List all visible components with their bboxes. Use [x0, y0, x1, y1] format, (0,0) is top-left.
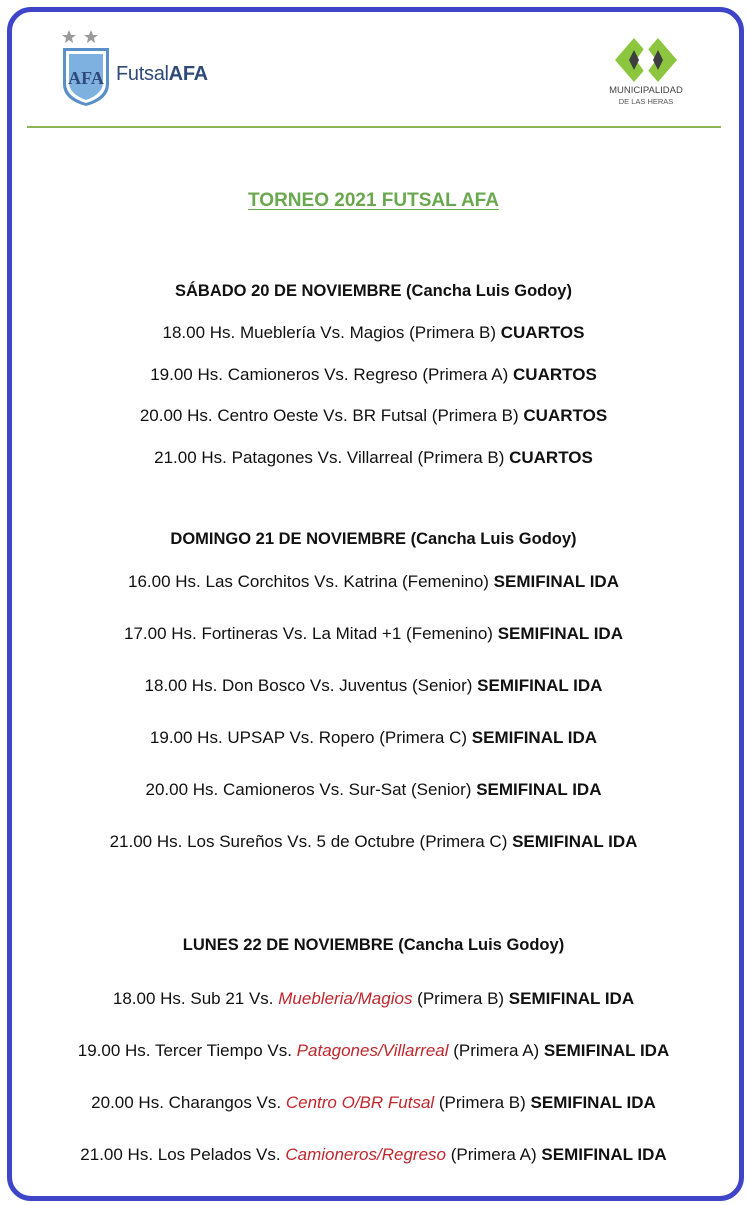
match-info: 21.00 Hs. Patagones Vs. Villarreal (Primera B)	[154, 448, 510, 467]
match-info: 19.00 Hs. Tercer Tiempo Vs.	[77, 1041, 297, 1060]
match-info: 18.00 Hs. Mueblería Vs. Magios (Primera B)	[162, 323, 501, 342]
match-stage: SEMIFINAL IDA	[530, 1093, 656, 1112]
match-row	[0, 448, 747, 468]
match-info: 20.00 Hs. Charangos Vs.	[91, 1093, 286, 1112]
match-category: (Primera A)	[445, 1145, 542, 1164]
match-row	[0, 624, 747, 644]
match-info: 20.00 Hs. Centro Oeste Vs. BR Futsal (Primera B)	[139, 406, 524, 425]
match-stage: SEMIFINAL IDA	[476, 780, 602, 799]
match-info: 21.00 Hs. Los Sureños Vs. 5 de Octubre (Primera C)	[109, 832, 513, 851]
wordmark-prefix: Futsal	[116, 63, 169, 85]
match-stage: SEMIFINAL IDA	[493, 572, 619, 591]
futsal-afa-wordmark	[116, 63, 208, 86]
match-row	[0, 323, 747, 343]
day-header-sunday: DOMINGO 21 DE NOVIEMBRE (Cancha Luis Godoy)	[170, 530, 577, 548]
match-row	[0, 572, 747, 592]
match-stage: CUARTOS	[523, 406, 608, 425]
wordmark-suffix: AFA	[168, 63, 208, 85]
match-row	[0, 1093, 747, 1113]
match-row	[0, 1145, 747, 1165]
municipalidad-subtitle: DE LAS HERAS	[618, 97, 674, 106]
match-row	[0, 1041, 747, 1061]
match-stage: SEMIFINAL IDA	[512, 832, 638, 851]
match-info: 18.00 Hs. Sub 21 Vs.	[112, 989, 279, 1008]
match-stage: SEMIFINAL IDA	[477, 676, 603, 695]
match-row	[0, 780, 747, 800]
match-info: 19.00 Hs. Camioneros Vs. Regreso (Primera A)	[150, 365, 514, 384]
match-info: 21.00 Hs. Los Pelados Vs.	[80, 1145, 286, 1164]
match-row	[0, 832, 747, 852]
match-info: 20.00 Hs. Camioneros Vs. Sur-Sat (Senior)	[145, 780, 477, 799]
match-category: (Primera B)	[434, 1093, 531, 1112]
match-info: 19.00 Hs. UPSAP Vs. Ropero (Primera C)	[149, 728, 472, 747]
match-stage: SEMIFINAL IDA	[508, 989, 635, 1008]
header-divider	[27, 126, 721, 128]
match-stage: SEMIFINAL IDA	[541, 1145, 667, 1164]
municipalidad-logo	[613, 36, 679, 84]
match-row	[0, 728, 747, 748]
match-stage: SEMIFINAL IDA	[471, 728, 598, 747]
tournament-title: TORNEO 2021 FUTSAL AFA	[248, 190, 499, 211]
match-info: 16.00 Hs. Las Corchitos Vs. Katrina (Femenino)	[128, 572, 494, 591]
match-info: 18.00 Hs. Don Bosco Vs. Juventus (Senior)	[144, 676, 478, 695]
match-row	[0, 989, 747, 1009]
day-header-saturday: SÁBADO 20 DE NOVIEMBRE (Cancha Luis Godoy)	[175, 282, 572, 300]
afa-shield-logo	[60, 26, 112, 108]
match-row	[0, 676, 747, 696]
match-category: (Primera A)	[448, 1041, 544, 1060]
match-stage: SEMIFINAL IDA	[543, 1041, 670, 1060]
match-info: 17.00 Hs. Fortineras Vs. La Mitad +1 (Femenino)	[123, 624, 498, 643]
match-stage: CUARTOS	[500, 323, 585, 342]
municipalidad-name: MUNICIPALIDAD	[609, 85, 683, 96]
match-category: (Primera B)	[412, 989, 509, 1008]
match-stage: SEMIFINAL IDA	[497, 624, 623, 643]
match-row	[0, 406, 747, 426]
pending-team: Muebleria/Magios	[278, 989, 413, 1008]
match-stage: CUARTOS	[513, 365, 597, 384]
match-row	[0, 365, 747, 385]
pending-team: Patagones/Villarreal	[296, 1041, 449, 1060]
pending-team: Camioneros/Regreso	[285, 1145, 446, 1164]
match-stage: CUARTOS	[509, 448, 593, 467]
afa-shield-text: AFA	[68, 68, 104, 88]
page-frame	[7, 7, 744, 1201]
day-header-monday: LUNES 22 DE NOVIEMBRE (Cancha Luis Godoy)	[182, 936, 565, 954]
pending-team: Centro O/BR Futsal	[285, 1093, 435, 1112]
